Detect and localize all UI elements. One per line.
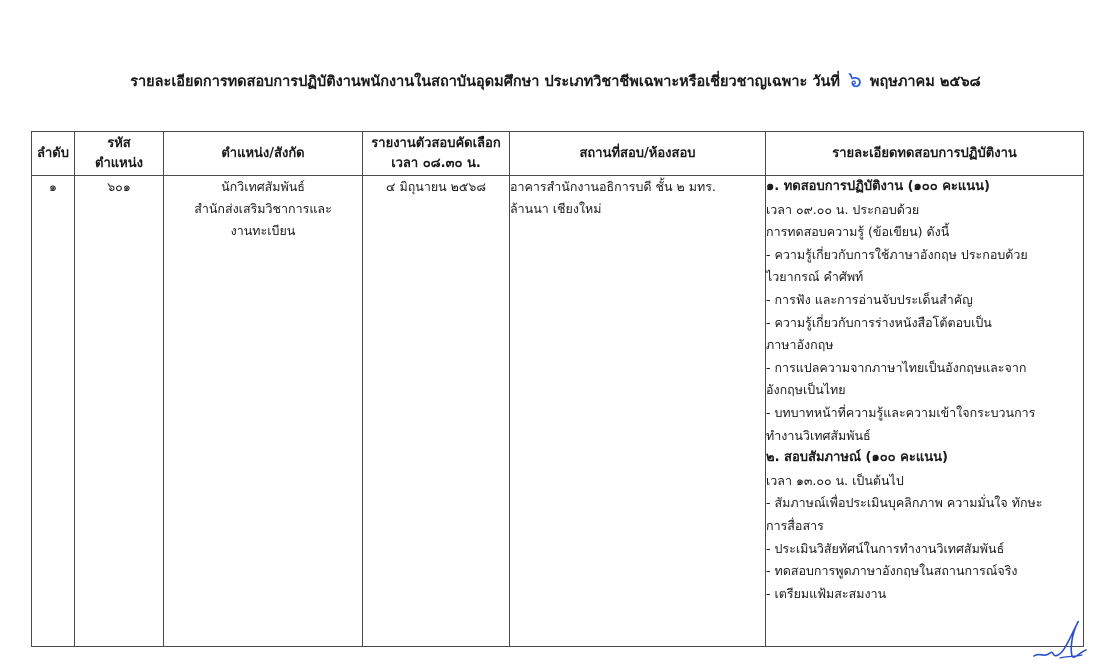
- detail-line: - ประเมินวิสัยทัศน์ในการทำงานวิเทศสัมพันธ์: [766, 540, 1005, 556]
- detail-line: การทดสอบความรู้ (ข้อเขียน) ดังนี้: [766, 224, 950, 240]
- detail-line: - สัมภาษณ์เพื่อประเมินบุคลิกภาพ ความมั่นใจ ทักษะ: [766, 495, 1043, 511]
- cell-report-date: ๔ มิถุนายน ๒๕๖๘: [363, 176, 510, 647]
- detail-line: - การแปลความจากภาษาไทยเป็นอังกฤษและจาก: [766, 359, 1027, 375]
- detail-line: ไวยากรณ์ คำศัพท์: [766, 269, 864, 285]
- detail-line: เวลา ๑๓.๐๐ น. เป็นต้นไป: [766, 472, 904, 488]
- detail-line: ๑. ทดสอบการปฏิบัติงาน (๑๐๐ คะแนน): [766, 179, 990, 194]
- cell-position-code: ๖๐๑: [75, 176, 164, 647]
- detail-line: - ความรู้เกี่ยวกับการร่างหนังสือโต้ตอบเป็น: [766, 314, 992, 330]
- detail-line: ภาษาอังกฤษ: [766, 337, 834, 353]
- title-suffix: พฤษภาคม ๒๕๖๘: [869, 74, 981, 90]
- detail-line: อังกฤษเป็นไทย: [766, 382, 846, 398]
- detail-line: - บทบาทหน้าที่ความรู้และความเข้าใจกระบวนการ: [766, 404, 1036, 420]
- exam-schedule-table: [31, 131, 1084, 647]
- cell-seq: ๑: [32, 176, 75, 647]
- table-row: [32, 176, 1084, 647]
- header-report-time: รายงานตัวสอบคัดเลือก เวลา ๐๘.๓๐ น.: [363, 132, 510, 176]
- cell-venue: อาคารสำนักงานอธิการบดี ชั้น ๒ มทร. ล้านนา เชียงใหม่: [510, 176, 766, 647]
- details-list: [766, 176, 1083, 605]
- header-seq: ลำดับ: [32, 132, 75, 176]
- detail-line: เวลา ๐๙.๐๐ น. ประกอบด้วย: [766, 201, 920, 217]
- cell-details: [766, 176, 1084, 647]
- detail-line: ทำงานวิเทศสัมพันธ์: [766, 427, 871, 443]
- document-title: [0, 62, 1111, 97]
- detail-line: - ความรู้เกี่ยวกับการใช้ภาษาอังกฤษ ประกอบด้วย: [766, 246, 1028, 262]
- header-position: ตำแหน่ง/สังกัด: [164, 132, 363, 176]
- detail-line: ๒. สอบสัมภาษณ์ (๑๐๐ คะแนน): [766, 450, 948, 466]
- title-prefix: รายละเอียดการทดสอบการปฏิบัติงานพนักงานในสถาบันอุดมศึกษา ประเภทวิชาชีพเฉพาะหรือเชี่ยวชาญเฉพาะ วันที่: [130, 74, 840, 90]
- detail-line: - เตรียมแฟ้มสะสมงาน: [766, 585, 887, 601]
- detail-line: - ทดสอบการพูดภาษาอังกฤษในสถานการณ์จริง: [766, 563, 1018, 579]
- signature-mark: [1030, 612, 1090, 664]
- detail-line: การสื่อสาร: [766, 517, 824, 533]
- header-position-code: รหัส ตำแหน่ง: [75, 132, 164, 176]
- title-day-handwritten: ๖: [847, 68, 862, 93]
- table-header-row: [32, 132, 1084, 176]
- cell-position: นักวิเทศสัมพันธ์ สำนักส่งเสริมวิชาการและ งานทะเบียน: [164, 176, 363, 647]
- header-details: รายละเอียดทดสอบการปฏิบัติงาน: [766, 132, 1084, 176]
- detail-line: - การฟัง และการอ่านจับประเด็นสำคัญ: [766, 291, 973, 307]
- header-venue: สถานที่สอบ/ห้องสอบ: [510, 132, 766, 176]
